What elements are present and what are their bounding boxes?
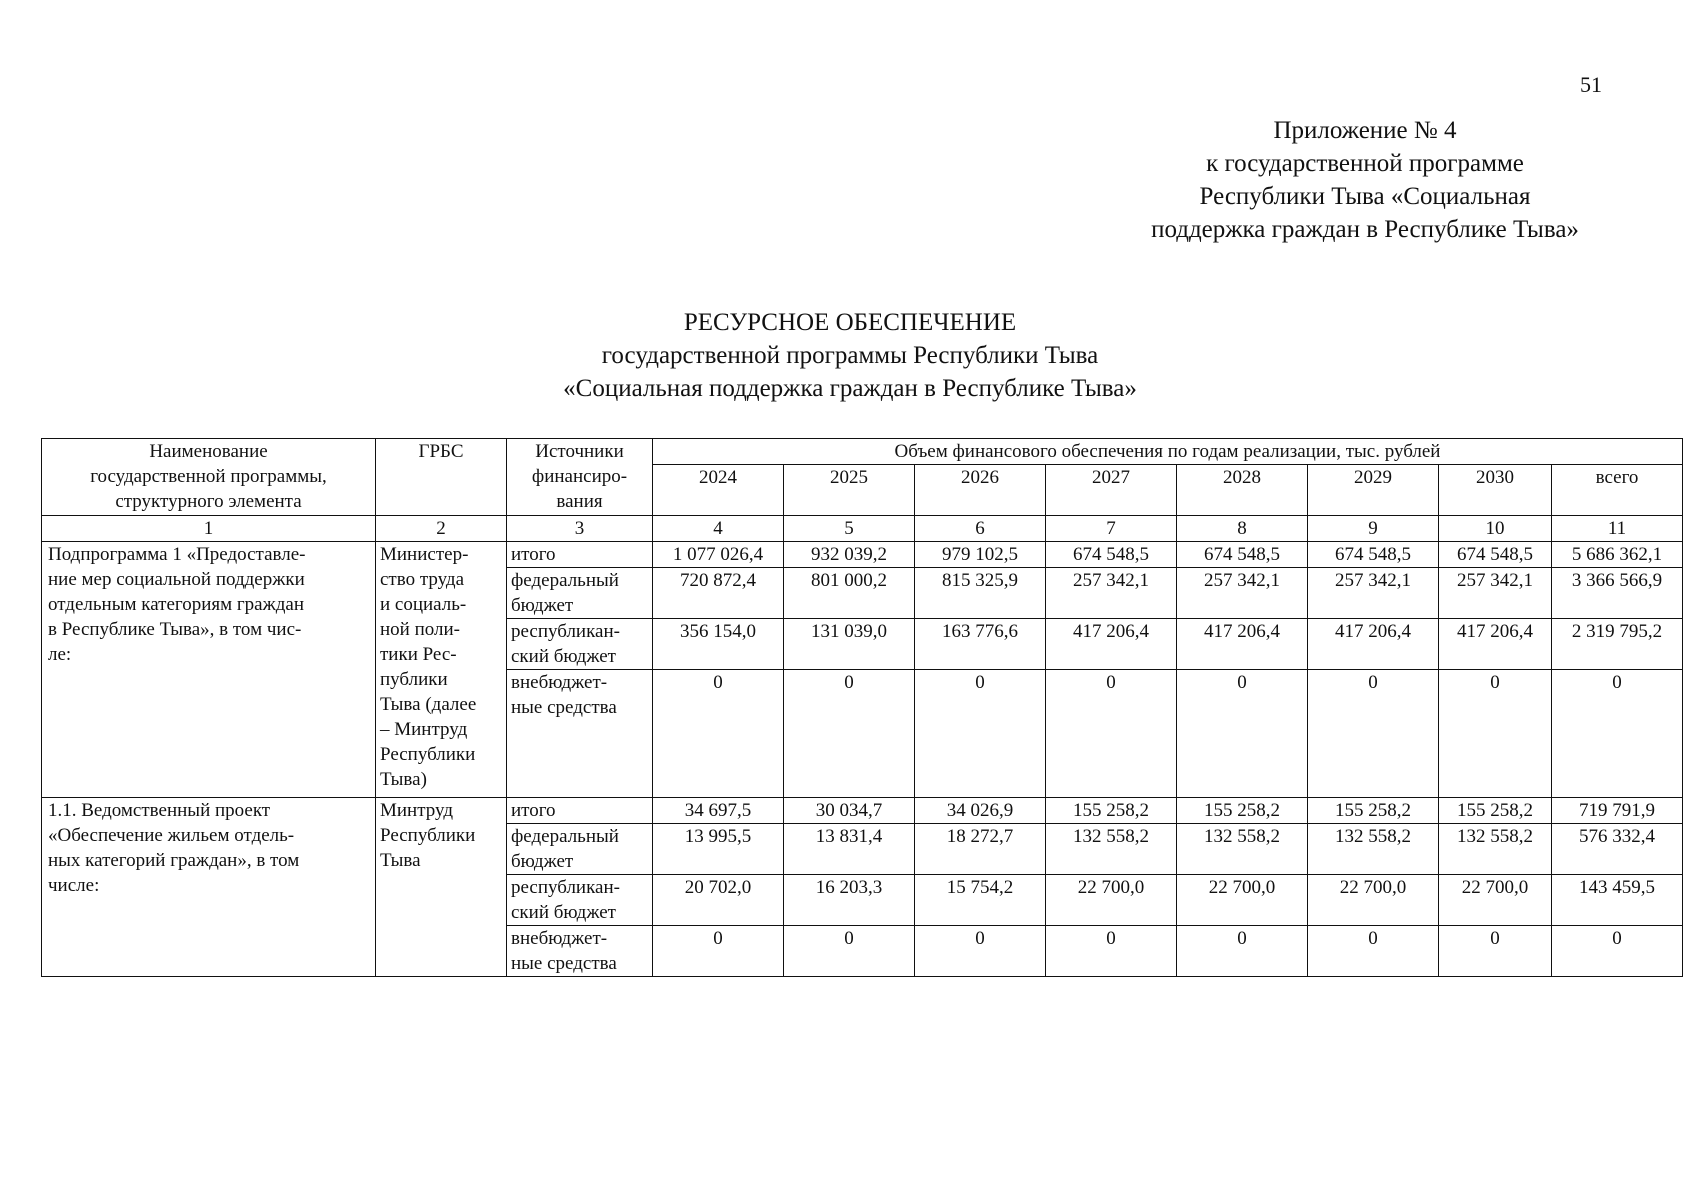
value-cell: 22 700,0: [1439, 875, 1552, 926]
value-cell: 0: [1177, 926, 1308, 977]
column-number: 7: [1046, 516, 1177, 542]
funding-source: [507, 824, 653, 875]
value-cell: 257 342,1: [1177, 568, 1308, 619]
funding-source: [507, 798, 653, 824]
appendix-line: Республики Тыва «Социальная: [1199, 183, 1531, 210]
header-grbs: ГРБС: [376, 439, 507, 516]
value-cell: 132 558,2: [1308, 824, 1439, 875]
grbs-line: ство труда: [380, 569, 465, 590]
column-number: 6: [915, 516, 1046, 542]
value-cell: 155 258,2: [1439, 798, 1552, 824]
source-line: бюджет: [511, 851, 574, 872]
funding-source: [507, 875, 653, 926]
source-line: бюджет: [511, 595, 574, 616]
value-cell: 0: [653, 926, 784, 977]
resources-table: [41, 438, 1683, 977]
grbs-line: Республики: [380, 825, 476, 846]
value-cell: 16 203,3: [784, 875, 915, 926]
header-year: 2027: [1046, 465, 1177, 516]
header-line: государственной программы,: [90, 466, 327, 487]
title-line: «Социальная поддержка граждан в Республике Тыва»: [563, 375, 1137, 402]
value-cell: 356 154,0: [653, 619, 784, 670]
source-line: внебюджет-: [511, 672, 608, 693]
value-cell: 417 206,4: [1308, 619, 1439, 670]
value-cell: 22 700,0: [1046, 875, 1177, 926]
appendix-line: к государственной программе: [1206, 150, 1524, 177]
name-line: Подпрограмма 1 «Предоставле-: [48, 544, 306, 565]
value-cell: 257 342,1: [1439, 568, 1552, 619]
value-cell: 674 548,5: [1439, 542, 1552, 568]
value-cell: 13 831,4: [784, 824, 915, 875]
column-number: 11: [1552, 516, 1683, 542]
grbs-line: тики Рес-: [380, 644, 457, 665]
source-line: республикан-: [511, 621, 620, 642]
header-source: [507, 439, 653, 516]
value-cell: 674 548,5: [1177, 542, 1308, 568]
name-line: отдельным категориям граждан: [48, 594, 304, 615]
header-year: 2024: [653, 465, 784, 516]
value-cell: 257 342,1: [1308, 568, 1439, 619]
value-cell: 34 697,5: [653, 798, 784, 824]
value-cell: 131 039,0: [784, 619, 915, 670]
column-number: 2: [376, 516, 507, 542]
grbs-cell: [376, 798, 507, 977]
header-line: Наименование: [149, 441, 268, 462]
value-cell: 15 754,2: [915, 875, 1046, 926]
funding-source: [507, 619, 653, 670]
appendix-line: поддержка граждан в Республике Тыва»: [1151, 216, 1579, 243]
header-name: [42, 439, 376, 516]
value-cell: 0: [784, 926, 915, 977]
name-line: ле:: [48, 644, 72, 665]
value-cell: 155 258,2: [1177, 798, 1308, 824]
header-year-total: всего: [1552, 465, 1683, 516]
header-line: структурного элемента: [115, 491, 302, 512]
header-line: вания: [556, 491, 603, 512]
source-line: внебюджет-: [511, 928, 608, 949]
column-number-row: [42, 516, 1683, 542]
header-row: [42, 439, 1683, 465]
value-cell: 20 702,0: [653, 875, 784, 926]
value-cell: 815 325,9: [915, 568, 1046, 619]
name-line: в Республике Тыва», в том чис-: [48, 619, 302, 640]
funding-source: [507, 542, 653, 568]
table-row: [42, 798, 1683, 824]
value-cell: 0: [1177, 670, 1308, 798]
program-element-name: [42, 542, 376, 798]
value-cell: 0: [915, 670, 1046, 798]
value-cell-total: 576 332,4: [1552, 824, 1683, 875]
value-cell: 22 700,0: [1308, 875, 1439, 926]
name-line: «Обеспечение жильем отдель-: [48, 825, 295, 846]
value-cell: 18 272,7: [915, 824, 1046, 875]
page-number: 51: [1580, 72, 1602, 97]
value-cell-total: 3 366 566,9: [1552, 568, 1683, 619]
funding-source: [507, 568, 653, 619]
value-cell: 22 700,0: [1177, 875, 1308, 926]
value-cell: 13 995,5: [653, 824, 784, 875]
appendix-note: [1100, 114, 1630, 246]
header-volume: Объем финансового обеспечения по годам реализации, тыс. рублей: [653, 439, 1683, 465]
value-cell: 801 000,2: [784, 568, 915, 619]
table-row: [42, 542, 1683, 568]
value-cell-total: 0: [1552, 926, 1683, 977]
column-number: 8: [1177, 516, 1308, 542]
program-element-name: [42, 798, 376, 977]
value-cell: 0: [1046, 926, 1177, 977]
value-cell: 417 206,4: [1046, 619, 1177, 670]
name-line: ние мер социальной поддержки: [48, 569, 305, 590]
source-line: республикан-: [511, 877, 620, 898]
header-year: 2030: [1439, 465, 1552, 516]
value-cell: 30 034,7: [784, 798, 915, 824]
column-number: 10: [1439, 516, 1552, 542]
title-line: государственной программы Республики Тыва: [601, 342, 1099, 369]
source-line: федеральный: [511, 570, 619, 591]
grbs-line: Тыва: [380, 850, 421, 871]
value-cell-total: 719 791,9: [1552, 798, 1683, 824]
grbs-line: – Минтруд: [380, 719, 468, 740]
source-line: итого: [511, 800, 556, 821]
source-line: ский бюджет: [511, 646, 616, 667]
value-cell: 932 039,2: [784, 542, 915, 568]
header-year: 2028: [1177, 465, 1308, 516]
column-number: 9: [1308, 516, 1439, 542]
header-year: 2029: [1308, 465, 1439, 516]
document-title: [400, 306, 1300, 405]
title-line: РЕСУРСНОЕ ОБЕСПЕЧЕНИЕ: [683, 309, 1017, 336]
grbs-line: и социаль-: [380, 594, 467, 615]
grbs-cell: [376, 542, 507, 798]
value-cell: 34 026,9: [915, 798, 1046, 824]
funding-source: [507, 670, 653, 798]
value-cell: 163 776,6: [915, 619, 1046, 670]
value-cell: 132 558,2: [1177, 824, 1308, 875]
column-number: 3: [507, 516, 653, 542]
grbs-line: Тыва (далее: [380, 694, 477, 715]
value-cell: 132 558,2: [1046, 824, 1177, 875]
header-year: 2025: [784, 465, 915, 516]
value-cell-total: 0: [1552, 670, 1683, 798]
value-cell-total: 5 686 362,1: [1552, 542, 1683, 568]
column-number: 1: [42, 516, 376, 542]
value-cell: 155 258,2: [1046, 798, 1177, 824]
value-cell: 0: [1308, 670, 1439, 798]
value-cell: 155 258,2: [1308, 798, 1439, 824]
value-cell: 0: [1439, 926, 1552, 977]
column-number: 4: [653, 516, 784, 542]
source-line: ные средства: [511, 697, 617, 718]
value-cell-total: 143 459,5: [1552, 875, 1683, 926]
value-cell: 132 558,2: [1439, 824, 1552, 875]
value-cell: 417 206,4: [1439, 619, 1552, 670]
source-line: ский бюджет: [511, 902, 616, 923]
source-line: ные средства: [511, 953, 617, 974]
grbs-line: Республики: [380, 744, 476, 765]
appendix-line: Приложение № 4: [1273, 117, 1457, 144]
value-cell: 674 548,5: [1046, 542, 1177, 568]
funding-source: [507, 926, 653, 977]
value-cell: 0: [1308, 926, 1439, 977]
grbs-line: Тыва): [380, 769, 427, 790]
value-cell: 417 206,4: [1177, 619, 1308, 670]
name-line: 1.1. Ведомственный проект: [48, 800, 271, 821]
header-line: финансиро-: [531, 466, 628, 487]
value-cell: 674 548,5: [1308, 542, 1439, 568]
value-cell: 979 102,5: [915, 542, 1046, 568]
header-year: 2026: [915, 465, 1046, 516]
value-cell: 0: [915, 926, 1046, 977]
value-cell: 0: [1046, 670, 1177, 798]
name-line: числе:: [48, 875, 100, 896]
value-cell: 257 342,1: [1046, 568, 1177, 619]
value-cell: 0: [784, 670, 915, 798]
header-line: Источники: [535, 441, 624, 462]
source-line: итого: [511, 544, 556, 565]
value-cell-total: 2 319 795,2: [1552, 619, 1683, 670]
name-line: ных категорий граждан», в том: [48, 850, 300, 871]
grbs-line: ной поли-: [380, 619, 460, 640]
grbs-line: Министер-: [380, 544, 469, 565]
source-line: федеральный: [511, 826, 619, 847]
value-cell: 720 872,4: [653, 568, 784, 619]
value-cell: 1 077 026,4: [653, 542, 784, 568]
column-number: 5: [784, 516, 915, 542]
value-cell: 0: [1439, 670, 1552, 798]
grbs-line: Минтруд: [380, 800, 453, 821]
grbs-line: публики: [380, 669, 448, 690]
value-cell: 0: [653, 670, 784, 798]
